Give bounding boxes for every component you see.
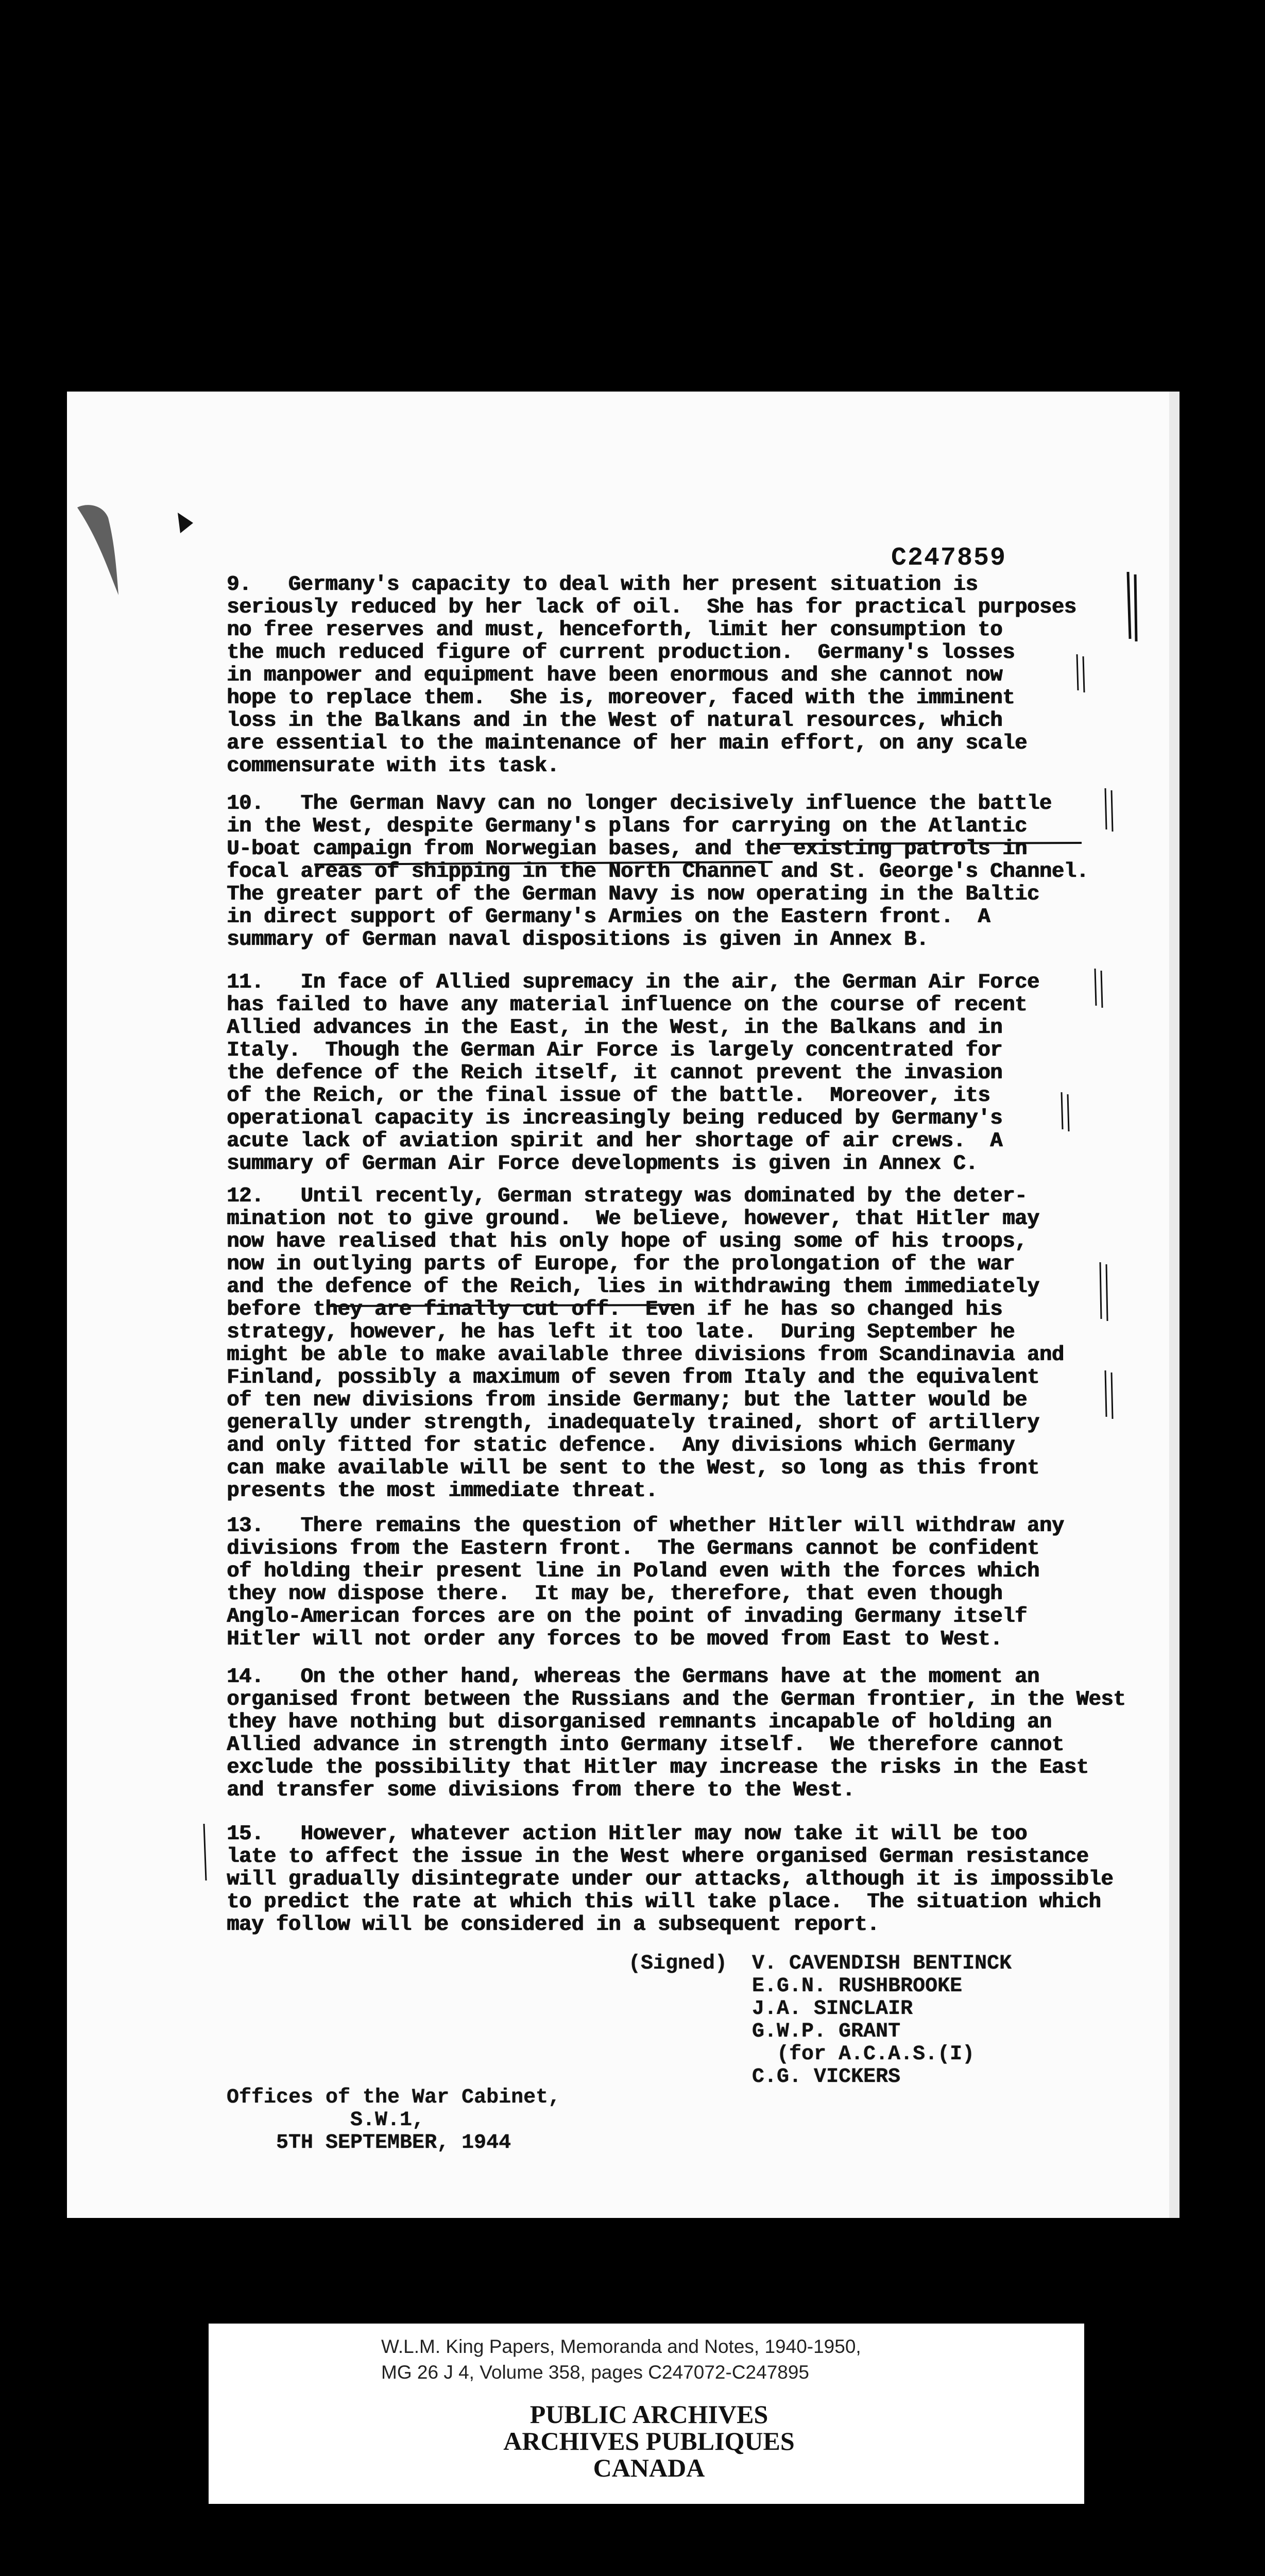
paragraph-line: 11. In face of Allied supremacy in the air, the German Air Force: [227, 971, 1039, 994]
page-edge: [1169, 392, 1179, 2218]
paragraph-line: are essential to the maintenance of her main effort, on any scale: [227, 732, 1027, 755]
paragraph-line: now have realised that his only hope of using some of his troops,: [227, 1230, 1027, 1253]
archive-reference-line-2: MG 26 J 4, Volume 358, pages C247072-C247895: [381, 2362, 810, 2383]
paragraph-line: Finland, possibly a maximum of seven from Italy and the equivalent: [227, 1366, 1039, 1389]
paragraph-line: in manpower and equipment have been enormous and she cannot now: [227, 664, 1002, 687]
paragraph-line: presents the most immediate threat.: [227, 1479, 658, 1503]
paragraph-line: Hitler will not order any forces to be moved from East to West.: [227, 1628, 1002, 1651]
paragraph-line: will gradually disintegrate under our attacks, although it is impossible: [227, 1868, 1114, 1891]
paragraph-line: 15. However, whatever action Hitler may now take it will be too: [227, 1822, 1027, 1846]
paragraph-line: of holding their present line in Poland even with the forces which: [227, 1560, 1039, 1583]
document-number: C247859: [891, 544, 1007, 573]
paragraph-line: the much reduced figure of current production. Germany's losses: [227, 641, 1015, 665]
paragraph-line: in the West, despite Germany's plans for carrying on the Atlantic: [227, 815, 1027, 838]
paragraph-line: 13. There remains the question of whether Hitler will withdraw any: [227, 1514, 1064, 1538]
paragraph-line: generally under strength, inadequately trained, short of artillery: [227, 1411, 1039, 1435]
paragraph-line: 9. Germany's capacity to deal with her present situation is: [227, 573, 978, 597]
paragraph-line: Allied advances in the East, in the West, in the Balkans and in: [227, 1016, 1002, 1040]
margin-pen-mark: [200, 1824, 215, 1886]
paragraph-line: might be able to make available three divisions from Scandinavia and: [227, 1343, 1064, 1367]
paragraph-line: they now dispose there. It may be, therefore, that even though: [227, 1582, 1002, 1606]
paragraph-line: they have nothing but disorganised remnants incapable of holding an: [227, 1710, 1052, 1734]
signature-line: E.G.N. RUSHBROOKE: [628, 1975, 963, 1998]
paragraph-line: mination not to give ground. We believe, however, that Hitler may: [227, 1207, 1039, 1231]
archives-name-en: PUBLIC ARCHIVES: [529, 2400, 768, 2429]
paragraph-line: strategy, however, he has left it too late. During September he: [227, 1320, 1015, 1344]
signature-line: (for A.C.A.S.(I): [628, 2043, 975, 2066]
underline-pen-mark: [309, 813, 1133, 875]
paragraph-line: of the Reich, or the final issue of the battle. Moreover, its: [227, 1084, 990, 1108]
paragraph-line: focal areas of shipping in the North Channel and St. George's Channel.: [227, 860, 1089, 884]
paragraph-line: before they are finally cut off. Even if he has so changed his: [227, 1298, 1002, 1321]
paragraph-14: [227, 1666, 1154, 1802]
paragraph-line: summary of German naval dispositions is given in Annex B.: [227, 928, 929, 952]
paragraph-line: 14. On the other hand, whereas the Germans have at the moment an: [227, 1665, 1039, 1689]
paragraph-line: and the defence of the Reich, lies in withdrawing them immediately: [227, 1275, 1039, 1299]
paragraph-line: The greater part of the German Navy is now operating in the Baltic: [227, 883, 1039, 906]
paragraph-line: commensurate with its task.: [227, 754, 559, 778]
paragraph-line: Anglo-American forces are on the point of invading Germany itself: [227, 1605, 1027, 1629]
paragraph-line: seriously reduced by her lack of oil. She has for practical purposes: [227, 596, 1076, 619]
paragraph-line: 10. The German Navy can no longer decisively influence the battle: [227, 792, 1052, 816]
paragraph-line: hope to replace them. She is, moreover, faced with the imminent: [227, 686, 1015, 710]
signature-line: G.W.P. GRANT: [628, 2020, 901, 2043]
margin-pen-mark: [1058, 1092, 1074, 1133]
paragraph-line: can make available will be sent to the West, so long as this front: [227, 1456, 1039, 1480]
archives-country: CANADA: [593, 2453, 705, 2482]
paragraph-line: to predict the rate at which this will take place. The situation which: [227, 1890, 1101, 1914]
archives-name-fr: ARCHIVES PUBLIQUES: [503, 2427, 795, 2455]
paragraph-line: and transfer some divisions from there to the West.: [227, 1778, 855, 1802]
margin-pen-mark: [1097, 1262, 1113, 1324]
paragraph-line: no free reserves and must, henceforth, limit her consumption to: [227, 618, 1002, 642]
signature-line: (Signed) V. CAVENDISH BENTINCK: [628, 1952, 1012, 1975]
paragraph-15: [227, 1823, 1154, 1936]
scan-dot-mark: [173, 507, 198, 538]
paragraph-line: of ten new divisions from inside Germany; but the latter would be: [227, 1388, 1027, 1412]
margin-pen-mark: [1102, 1370, 1118, 1422]
paragraph-line: acute lack of aviation spirit and her shortage of air crews. A: [227, 1129, 1002, 1153]
signature-line: J.A. SINCLAIR: [628, 1997, 913, 2021]
issuing-office-block: [227, 2087, 560, 2155]
underline-pen-mark: [330, 1301, 690, 1311]
paragraph-line: Allied advance in strength into Germany itself. We therefore cannot: [227, 1733, 1064, 1757]
paragraph-line: summary of German Air Force developments is given in Annex C.: [227, 1152, 978, 1176]
paragraph-line: 12. Until recently, German strategy was dominated by the deter-: [227, 1184, 1027, 1208]
paragraph-9: [227, 573, 1154, 777]
paragraph-line: divisions from the Eastern front. The Germans cannot be confident: [227, 1537, 1039, 1561]
paragraph-line: and only fitted for static defence. Any divisions which Germany: [227, 1434, 1015, 1458]
archive-reference-line-1: W.L.M. King Papers, Memoranda and Notes, 1940-1950,: [381, 2336, 861, 2357]
paragraph-line: Italy. Though the German Air Force is largely concentrated for: [227, 1039, 1002, 1062]
paragraph-line: operational capacity is increasingly being reduced by Germany's: [227, 1107, 1002, 1130]
paragraph-13: [227, 1515, 1154, 1651]
paragraph-line: may follow will be considered in a subsequent report.: [227, 1913, 879, 1937]
margin-pen-mark: [1074, 654, 1089, 696]
paragraph-line: U-boat campaign from Norwegian bases, and the existing patrols in: [227, 837, 1027, 861]
paragraph-line: has failed to have any material influence on the course of recent: [227, 993, 1027, 1017]
archives-stamp: [330, 2401, 968, 2481]
paragraph-12: [227, 1185, 1154, 1502]
paragraph-line: loss in the Balkans and in the West of natural resources, which: [227, 709, 1002, 733]
signature-line: C.G. VICKERS: [628, 2065, 901, 2089]
scan-smudge-mark: [72, 497, 134, 600]
paragraph-line: late to affect the issue in the West where organised German resistance: [227, 1845, 1089, 1869]
office-line: S.W.1,: [227, 2109, 425, 2132]
paragraph-11: [227, 971, 1154, 1175]
archive-reference: [381, 2334, 861, 2385]
paragraph-line: the defence of the Reich itself, it cannot prevent the invasion: [227, 1061, 1002, 1085]
paragraph-line: exclude the possibility that Hitler may increase the risks in the East: [227, 1756, 1089, 1780]
office-line: 5TH SEPTEMBER, 1944: [227, 2131, 511, 2155]
paragraph-line: now in outlying parts of Europe, for the prolongation of the war: [227, 1252, 1015, 1276]
paragraph-line: organised front between the Russians and the German frontier, in the West: [227, 1688, 1125, 1711]
paragraph-line: in direct support of Germany's Armies on the Eastern front. A: [227, 905, 990, 929]
office-line: Offices of the War Cabinet,: [227, 2086, 561, 2109]
margin-pen-mark: [1092, 969, 1107, 1010]
signature-block: [628, 1953, 1012, 2089]
margin-pen-mark: [1123, 572, 1143, 644]
